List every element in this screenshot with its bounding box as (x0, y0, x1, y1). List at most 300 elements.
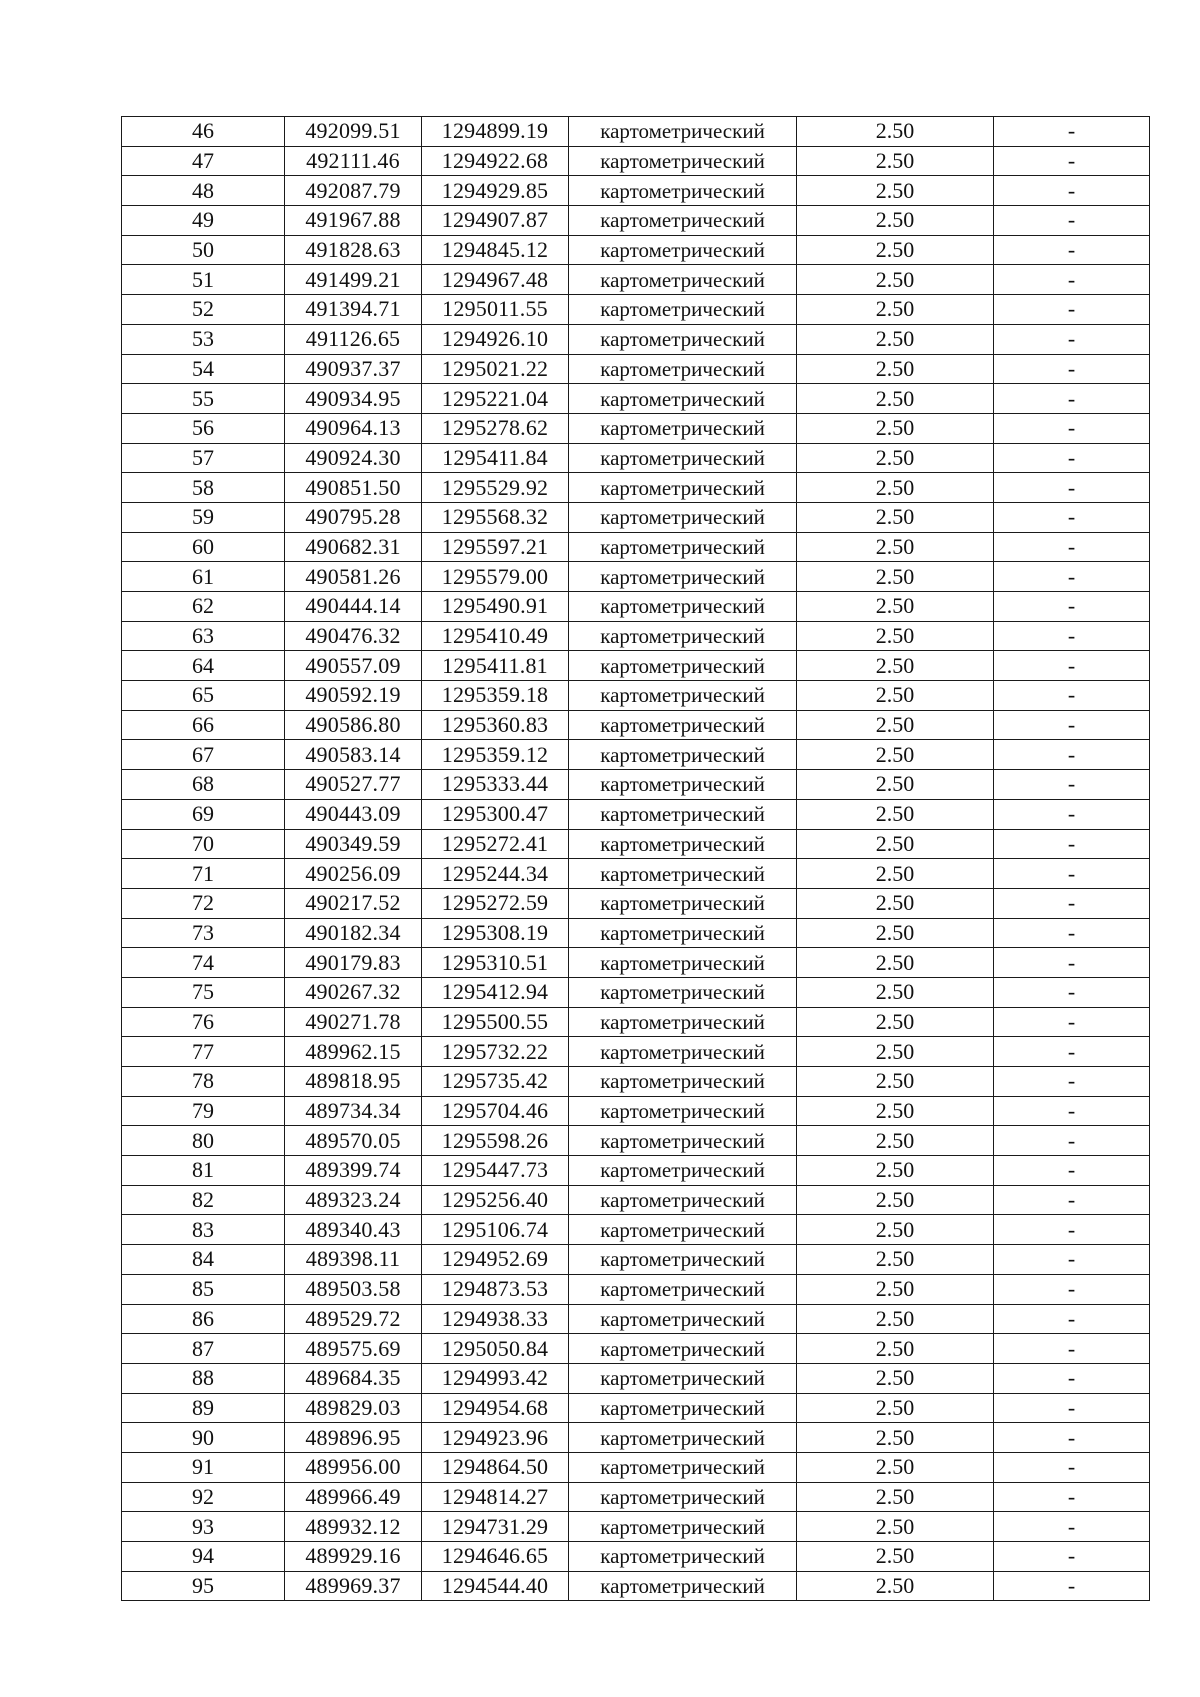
accuracy-cell: 2.50 (797, 1245, 994, 1275)
point-number-cell: 87 (122, 1334, 285, 1364)
note-cell: - (994, 1393, 1150, 1423)
table-row (122, 948, 1150, 978)
y-coordinate-cell: 1295359.12 (422, 740, 569, 770)
note-cell: - (994, 1571, 1150, 1601)
table-row (122, 1215, 1150, 1245)
accuracy-cell: 2.50 (797, 413, 994, 443)
note-cell: - (994, 117, 1150, 147)
method-cell: картометрический (569, 562, 797, 592)
method-cell: картометрический (569, 1334, 797, 1364)
method-cell: картометрический (569, 592, 797, 622)
accuracy-cell: 2.50 (797, 1007, 994, 1037)
accuracy-cell: 2.50 (797, 681, 994, 711)
note-cell: - (994, 1215, 1150, 1245)
point-number-cell: 48 (122, 176, 285, 206)
method-cell: картометрический (569, 1185, 797, 1215)
table-row (122, 740, 1150, 770)
accuracy-cell: 2.50 (797, 384, 994, 414)
x-coordinate-cell: 490349.59 (285, 829, 422, 859)
accuracy-cell: 2.50 (797, 1215, 994, 1245)
method-cell: картометрический (569, 235, 797, 265)
accuracy-cell: 2.50 (797, 502, 994, 532)
note-cell: - (994, 1542, 1150, 1572)
note-cell: - (994, 681, 1150, 711)
point-number-cell: 84 (122, 1245, 285, 1275)
note-cell: - (994, 1274, 1150, 1304)
accuracy-cell: 2.50 (797, 1423, 994, 1453)
table-row (122, 1067, 1150, 1097)
note-cell: - (994, 502, 1150, 532)
y-coordinate-cell: 1295411.81 (422, 651, 569, 681)
note-cell: - (994, 1067, 1150, 1097)
note-cell: - (994, 592, 1150, 622)
accuracy-cell: 2.50 (797, 799, 994, 829)
x-coordinate-cell: 490795.28 (285, 502, 422, 532)
method-cell: картометрический (569, 1156, 797, 1186)
method-cell: картометрический (569, 1096, 797, 1126)
table-row (122, 265, 1150, 295)
x-coordinate-cell: 490271.78 (285, 1007, 422, 1037)
accuracy-cell: 2.50 (797, 651, 994, 681)
y-coordinate-cell: 1295021.22 (422, 354, 569, 384)
accuracy-cell: 2.50 (797, 1304, 994, 1334)
y-coordinate-cell: 1295529.92 (422, 473, 569, 503)
x-coordinate-cell: 489896.95 (285, 1423, 422, 1453)
method-cell: картометрический (569, 888, 797, 918)
y-coordinate-cell: 1295272.59 (422, 888, 569, 918)
note-cell: - (994, 206, 1150, 236)
y-coordinate-cell: 1295106.74 (422, 1215, 569, 1245)
note-cell: - (994, 1482, 1150, 1512)
method-cell: картометрический (569, 206, 797, 236)
method-cell: картометрический (569, 443, 797, 473)
accuracy-cell: 2.50 (797, 918, 994, 948)
y-coordinate-cell: 1295568.32 (422, 502, 569, 532)
y-coordinate-cell: 1295360.83 (422, 710, 569, 740)
note-cell: - (994, 443, 1150, 473)
accuracy-cell: 2.50 (797, 1126, 994, 1156)
table-row (122, 206, 1150, 236)
accuracy-cell: 2.50 (797, 1037, 994, 1067)
y-coordinate-cell: 1294544.40 (422, 1571, 569, 1601)
point-number-cell: 94 (122, 1542, 285, 1572)
accuracy-cell: 2.50 (797, 948, 994, 978)
table-row (122, 799, 1150, 829)
note-cell: - (994, 1334, 1150, 1364)
method-cell: картометрический (569, 1363, 797, 1393)
point-number-cell: 52 (122, 295, 285, 325)
accuracy-cell: 2.50 (797, 1185, 994, 1215)
table-row (122, 1482, 1150, 1512)
x-coordinate-cell: 490527.77 (285, 770, 422, 800)
accuracy-cell: 2.50 (797, 206, 994, 236)
y-coordinate-cell: 1295447.73 (422, 1156, 569, 1186)
note-cell: - (994, 354, 1150, 384)
point-number-cell: 68 (122, 770, 285, 800)
point-number-cell: 58 (122, 473, 285, 503)
table-row (122, 1156, 1150, 1186)
x-coordinate-cell: 491394.71 (285, 295, 422, 325)
x-coordinate-cell: 489929.16 (285, 1542, 422, 1572)
y-coordinate-cell: 1295579.00 (422, 562, 569, 592)
table-row (122, 770, 1150, 800)
y-coordinate-cell: 1295256.40 (422, 1185, 569, 1215)
x-coordinate-cell: 489398.11 (285, 1245, 422, 1275)
note-cell: - (994, 473, 1150, 503)
y-coordinate-cell: 1295598.26 (422, 1126, 569, 1156)
x-coordinate-cell: 490592.19 (285, 681, 422, 711)
note-cell: - (994, 176, 1150, 206)
y-coordinate-cell: 1295732.22 (422, 1037, 569, 1067)
x-coordinate-cell: 490937.37 (285, 354, 422, 384)
method-cell: картометрический (569, 710, 797, 740)
table-row (122, 1096, 1150, 1126)
table-row (122, 1571, 1150, 1601)
accuracy-cell: 2.50 (797, 770, 994, 800)
table-row (122, 1304, 1150, 1334)
note-cell: - (994, 1512, 1150, 1542)
table-row (122, 621, 1150, 651)
table-row (122, 1393, 1150, 1423)
note-cell: - (994, 799, 1150, 829)
point-number-cell: 85 (122, 1274, 285, 1304)
y-coordinate-cell: 1295050.84 (422, 1334, 569, 1364)
y-coordinate-cell: 1295735.42 (422, 1067, 569, 1097)
x-coordinate-cell: 490682.31 (285, 532, 422, 562)
method-cell: картометрический (569, 1215, 797, 1245)
accuracy-cell: 2.50 (797, 977, 994, 1007)
y-coordinate-cell: 1295244.34 (422, 859, 569, 889)
y-coordinate-cell: 1294952.69 (422, 1245, 569, 1275)
point-number-cell: 78 (122, 1067, 285, 1097)
y-coordinate-cell: 1294899.19 (422, 117, 569, 147)
point-number-cell: 55 (122, 384, 285, 414)
note-cell: - (994, 1126, 1150, 1156)
accuracy-cell: 2.50 (797, 473, 994, 503)
x-coordinate-cell: 490256.09 (285, 859, 422, 889)
accuracy-cell: 2.50 (797, 1512, 994, 1542)
table-row (122, 1423, 1150, 1453)
note-cell: - (994, 295, 1150, 325)
x-coordinate-cell: 492099.51 (285, 117, 422, 147)
accuracy-cell: 2.50 (797, 532, 994, 562)
accuracy-cell: 2.50 (797, 295, 994, 325)
method-cell: картометрический (569, 1452, 797, 1482)
x-coordinate-cell: 489570.05 (285, 1126, 422, 1156)
accuracy-cell: 2.50 (797, 117, 994, 147)
method-cell: картометрический (569, 977, 797, 1007)
note-cell: - (994, 384, 1150, 414)
x-coordinate-cell: 491499.21 (285, 265, 422, 295)
y-coordinate-cell: 1295333.44 (422, 770, 569, 800)
method-cell: картометрический (569, 1482, 797, 1512)
y-coordinate-cell: 1295597.21 (422, 532, 569, 562)
method-cell: картометрический (569, 948, 797, 978)
table-row (122, 651, 1150, 681)
x-coordinate-cell: 489734.34 (285, 1096, 422, 1126)
point-number-cell: 73 (122, 918, 285, 948)
note-cell: - (994, 1185, 1150, 1215)
y-coordinate-cell: 1295704.46 (422, 1096, 569, 1126)
note-cell: - (994, 532, 1150, 562)
point-number-cell: 59 (122, 502, 285, 532)
method-cell: картометрический (569, 918, 797, 948)
method-cell: картометрический (569, 1007, 797, 1037)
note-cell: - (994, 977, 1150, 1007)
accuracy-cell: 2.50 (797, 1067, 994, 1097)
x-coordinate-cell: 489932.12 (285, 1512, 422, 1542)
accuracy-cell: 2.50 (797, 1274, 994, 1304)
note-cell: - (994, 710, 1150, 740)
y-coordinate-cell: 1294938.33 (422, 1304, 569, 1334)
table-row (122, 1542, 1150, 1572)
y-coordinate-cell: 1295412.94 (422, 977, 569, 1007)
table-row (122, 502, 1150, 532)
note-cell: - (994, 1363, 1150, 1393)
table-row (122, 1007, 1150, 1037)
note-cell: - (994, 948, 1150, 978)
y-coordinate-cell: 1295308.19 (422, 918, 569, 948)
x-coordinate-cell: 489969.37 (285, 1571, 422, 1601)
y-coordinate-cell: 1294926.10 (422, 324, 569, 354)
y-coordinate-cell: 1294873.53 (422, 1274, 569, 1304)
method-cell: картометрический (569, 1512, 797, 1542)
point-number-cell: 63 (122, 621, 285, 651)
y-coordinate-cell: 1294922.68 (422, 146, 569, 176)
accuracy-cell: 2.50 (797, 592, 994, 622)
point-number-cell: 53 (122, 324, 285, 354)
note-cell: - (994, 413, 1150, 443)
method-cell: картометрический (569, 1067, 797, 1097)
table-row (122, 473, 1150, 503)
table-row (122, 146, 1150, 176)
method-cell: картометрический (569, 473, 797, 503)
y-coordinate-cell: 1294923.96 (422, 1423, 569, 1453)
point-number-cell: 77 (122, 1037, 285, 1067)
note-cell: - (994, 888, 1150, 918)
note-cell: - (994, 1304, 1150, 1334)
point-number-cell: 72 (122, 888, 285, 918)
point-number-cell: 86 (122, 1304, 285, 1334)
accuracy-cell: 2.50 (797, 829, 994, 859)
note-cell: - (994, 918, 1150, 948)
x-coordinate-cell: 489340.43 (285, 1215, 422, 1245)
note-cell: - (994, 740, 1150, 770)
table-row (122, 562, 1150, 592)
note-cell: - (994, 621, 1150, 651)
point-number-cell: 70 (122, 829, 285, 859)
coordinates-table-body (122, 117, 1150, 1601)
accuracy-cell: 2.50 (797, 562, 994, 592)
accuracy-cell: 2.50 (797, 1393, 994, 1423)
y-coordinate-cell: 1294907.87 (422, 206, 569, 236)
table-row (122, 681, 1150, 711)
table-row (122, 710, 1150, 740)
x-coordinate-cell: 489818.95 (285, 1067, 422, 1097)
note-cell: - (994, 1037, 1150, 1067)
method-cell: картометрический (569, 1126, 797, 1156)
y-coordinate-cell: 1295300.47 (422, 799, 569, 829)
point-number-cell: 82 (122, 1185, 285, 1215)
x-coordinate-cell: 490476.32 (285, 621, 422, 651)
note-cell: - (994, 1156, 1150, 1186)
note-cell: - (994, 146, 1150, 176)
accuracy-cell: 2.50 (797, 443, 994, 473)
method-cell: картометрический (569, 859, 797, 889)
x-coordinate-cell: 491828.63 (285, 235, 422, 265)
x-coordinate-cell: 490182.34 (285, 918, 422, 948)
point-number-cell: 83 (122, 1215, 285, 1245)
point-number-cell: 90 (122, 1423, 285, 1453)
point-number-cell: 67 (122, 740, 285, 770)
x-coordinate-cell: 492111.46 (285, 146, 422, 176)
table-row (122, 1037, 1150, 1067)
method-cell: картометрический (569, 354, 797, 384)
method-cell: картометрический (569, 324, 797, 354)
x-coordinate-cell: 489503.58 (285, 1274, 422, 1304)
x-coordinate-cell: 490851.50 (285, 473, 422, 503)
x-coordinate-cell: 489399.74 (285, 1156, 422, 1186)
accuracy-cell: 2.50 (797, 859, 994, 889)
point-number-cell: 95 (122, 1571, 285, 1601)
point-number-cell: 88 (122, 1363, 285, 1393)
point-number-cell: 49 (122, 206, 285, 236)
accuracy-cell: 2.50 (797, 740, 994, 770)
point-number-cell: 80 (122, 1126, 285, 1156)
method-cell: картометрический (569, 1571, 797, 1601)
table-row (122, 1274, 1150, 1304)
accuracy-cell: 2.50 (797, 1571, 994, 1601)
point-number-cell: 91 (122, 1452, 285, 1482)
x-coordinate-cell: 490267.32 (285, 977, 422, 1007)
accuracy-cell: 2.50 (797, 710, 994, 740)
y-coordinate-cell: 1295411.84 (422, 443, 569, 473)
accuracy-cell: 2.50 (797, 1334, 994, 1364)
y-coordinate-cell: 1295011.55 (422, 295, 569, 325)
x-coordinate-cell: 490179.83 (285, 948, 422, 978)
x-coordinate-cell: 489966.49 (285, 1482, 422, 1512)
y-coordinate-cell: 1295500.55 (422, 1007, 569, 1037)
method-cell: картометрический (569, 1304, 797, 1334)
point-number-cell: 62 (122, 592, 285, 622)
table-row (122, 176, 1150, 206)
x-coordinate-cell: 490443.09 (285, 799, 422, 829)
y-coordinate-cell: 1295272.41 (422, 829, 569, 859)
accuracy-cell: 2.50 (797, 176, 994, 206)
point-number-cell: 75 (122, 977, 285, 1007)
x-coordinate-cell: 490444.14 (285, 592, 422, 622)
method-cell: картометрический (569, 1542, 797, 1572)
point-number-cell: 60 (122, 532, 285, 562)
table-row (122, 592, 1150, 622)
point-number-cell: 71 (122, 859, 285, 889)
table-row (122, 829, 1150, 859)
point-number-cell: 74 (122, 948, 285, 978)
table-row (122, 918, 1150, 948)
accuracy-cell: 2.50 (797, 1363, 994, 1393)
accuracy-cell: 2.50 (797, 146, 994, 176)
method-cell: картометрический (569, 532, 797, 562)
method-cell: картометрический (569, 176, 797, 206)
method-cell: картометрический (569, 413, 797, 443)
note-cell: - (994, 324, 1150, 354)
method-cell: картометрический (569, 1245, 797, 1275)
x-coordinate-cell: 490586.80 (285, 710, 422, 740)
method-cell: картометрический (569, 770, 797, 800)
accuracy-cell: 2.50 (797, 235, 994, 265)
table-row (122, 888, 1150, 918)
method-cell: картометрический (569, 265, 797, 295)
point-number-cell: 66 (122, 710, 285, 740)
point-number-cell: 46 (122, 117, 285, 147)
point-number-cell: 64 (122, 651, 285, 681)
x-coordinate-cell: 489575.69 (285, 1334, 422, 1364)
note-cell: - (994, 651, 1150, 681)
y-coordinate-cell: 1295410.49 (422, 621, 569, 651)
point-number-cell: 50 (122, 235, 285, 265)
y-coordinate-cell: 1294993.42 (422, 1363, 569, 1393)
method-cell: картометрический (569, 1393, 797, 1423)
note-cell: - (994, 829, 1150, 859)
note-cell: - (994, 859, 1150, 889)
note-cell: - (994, 1452, 1150, 1482)
accuracy-cell: 2.50 (797, 1542, 994, 1572)
x-coordinate-cell: 490934.95 (285, 384, 422, 414)
point-number-cell: 65 (122, 681, 285, 711)
point-number-cell: 54 (122, 354, 285, 384)
point-number-cell: 47 (122, 146, 285, 176)
point-number-cell: 69 (122, 799, 285, 829)
method-cell: картометрический (569, 146, 797, 176)
x-coordinate-cell: 491967.88 (285, 206, 422, 236)
table-row (122, 532, 1150, 562)
x-coordinate-cell: 492087.79 (285, 176, 422, 206)
y-coordinate-cell: 1295359.18 (422, 681, 569, 711)
method-cell: картометрический (569, 681, 797, 711)
table-row (122, 413, 1150, 443)
note-cell: - (994, 1096, 1150, 1126)
y-coordinate-cell: 1294731.29 (422, 1512, 569, 1542)
table-row (122, 295, 1150, 325)
table-row (122, 354, 1150, 384)
point-number-cell: 92 (122, 1482, 285, 1512)
table-row (122, 235, 1150, 265)
table-row (122, 977, 1150, 1007)
method-cell: картометрический (569, 1037, 797, 1067)
y-coordinate-cell: 1295278.62 (422, 413, 569, 443)
x-coordinate-cell: 490924.30 (285, 443, 422, 473)
point-number-cell: 89 (122, 1393, 285, 1423)
x-coordinate-cell: 490964.13 (285, 413, 422, 443)
x-coordinate-cell: 489962.15 (285, 1037, 422, 1067)
note-cell: - (994, 235, 1150, 265)
method-cell: картометрический (569, 502, 797, 532)
y-coordinate-cell: 1294845.12 (422, 235, 569, 265)
method-cell: картометрический (569, 799, 797, 829)
x-coordinate-cell: 489956.00 (285, 1452, 422, 1482)
point-number-cell: 79 (122, 1096, 285, 1126)
x-coordinate-cell: 489829.03 (285, 1393, 422, 1423)
method-cell: картометрический (569, 1274, 797, 1304)
table-row (122, 117, 1150, 147)
x-coordinate-cell: 491126.65 (285, 324, 422, 354)
x-coordinate-cell: 490581.26 (285, 562, 422, 592)
note-cell: - (994, 1007, 1150, 1037)
accuracy-cell: 2.50 (797, 1482, 994, 1512)
y-coordinate-cell: 1294646.65 (422, 1542, 569, 1572)
table-row (122, 324, 1150, 354)
note-cell: - (994, 1423, 1150, 1453)
